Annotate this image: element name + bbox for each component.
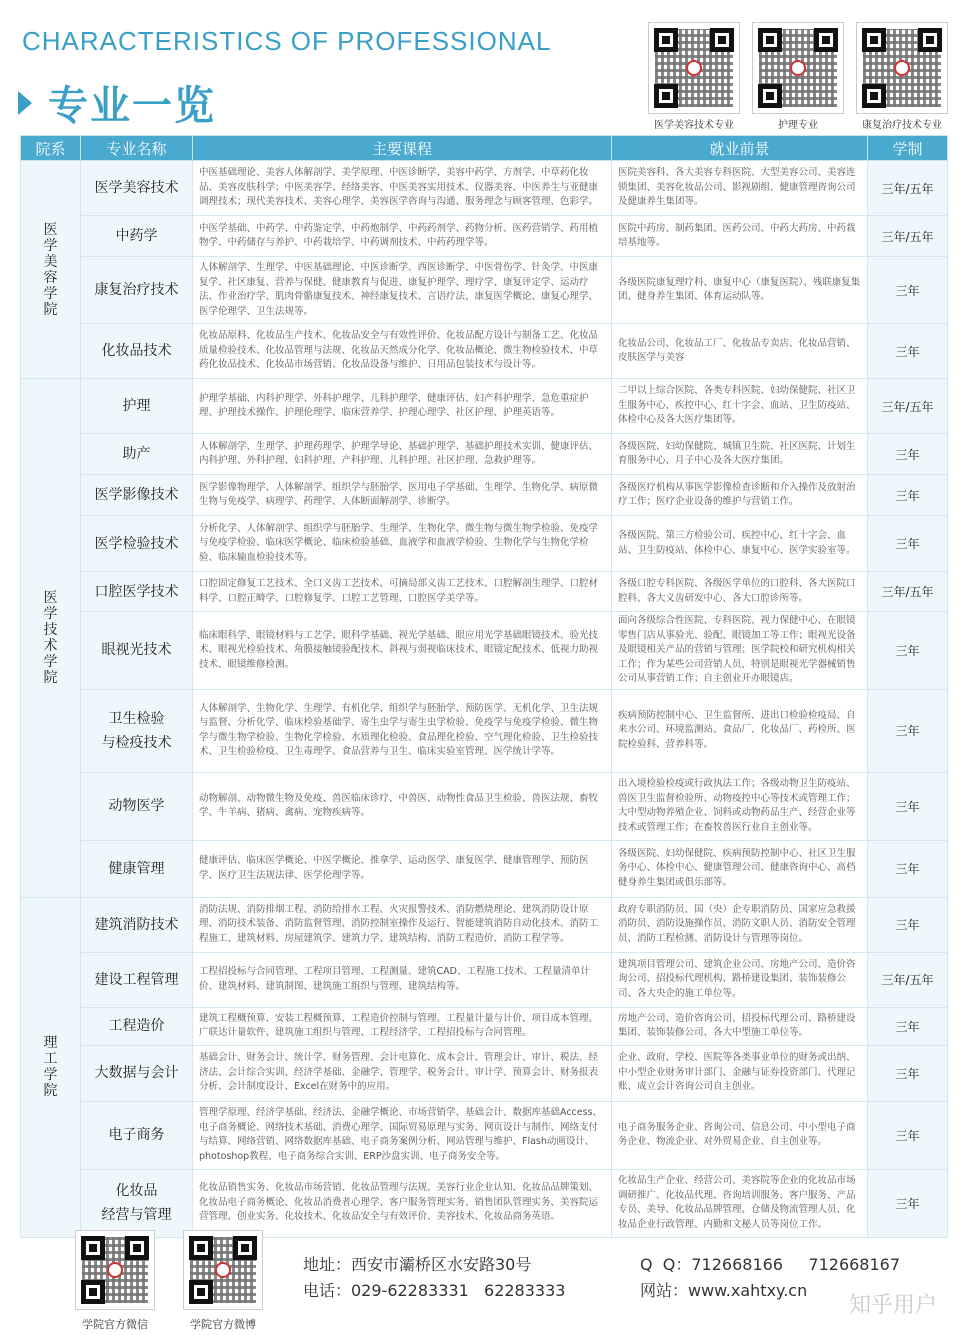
years-cell: 三年: [868, 475, 948, 516]
career-cell: 各级口腔专科医院、各级医学单位的口腔科、各大医院口腔科、各大义齿研发中心、各大口腔诊所等。: [612, 572, 868, 612]
years-cell: 三年/五年: [868, 161, 948, 216]
header-college: 院系: [21, 136, 81, 161]
courses-cell: 化妆品原料、化妆品生产技术、化妆品安全与有效性评价、化妆品配方设计与制备工艺、化妆品质量检验技术、化妆品管理与法规、化妆品天然成分化学、化妆品概论、微生物检验技术、中草药化妆品技术、化妆品市场营销、化妆品设备与维护、日用品包装技术与设计等。: [193, 324, 612, 379]
major-name: 助产: [81, 434, 193, 475]
table-row: [21, 475, 948, 516]
years-cell: 三年: [868, 897, 948, 952]
table-row: [21, 572, 948, 612]
header-major: 专业名称: [81, 136, 193, 161]
years-cell: 三年/五年: [868, 216, 948, 257]
career-cell: 政府专职消防员、国（央）企专职消防员、国家应急救援消防员、消防设施操作员、消防文职人员、消防安全管理员、消防工程检测、消防设计与管理等岗位。: [612, 897, 868, 952]
courses-cell: 护理学基础、内科护理学、外科护理学、儿科护理学、健康评估、妇产科护理学、急危重症护理、护理技术操作、护理伦理学、临床营养学、护理心理学、社区护理、护理英语等。: [193, 379, 612, 434]
courses-cell: 化妆品销售实务、化妆品市场营销、化妆品管理与法规、美容行业企业认知、化妆品品牌策划、化妆品电子商务概论、化妆品消费者心理学、客户服务管理实务、销售团队管理实务、美容院运营管理、创业实务、化妆技术、化妆品安全与有效评价、美容技术、化妆品商务英语。: [193, 1169, 612, 1237]
years-cell: 三年: [868, 689, 948, 772]
major-name: 化妆品技术: [81, 324, 193, 379]
courses-cell: 人体解剖学、生物化学、生理学、有机化学、组织学与胚胎学、预防医学、无机化学、卫生法规与监督、分析化学、临床检验基础学、寄生虫学与寄生虫学检验、免疫学与免疫学检验、微生物学与微生物学检验、生物化学检验、水质理化检验、食品理化检验、空气理化检验、卫生检验技术、卫生检验检疫、卫生毒理学、食品营养与卫生、临床实验室管理、医学统计学等。: [193, 689, 612, 772]
courses-cell: 中医学基础、中药学、中药鉴定学、中药炮制学、中药药剂学、药物分析、医药营销学、药用植物学、中药储存与养护、中药栽培学、中药调剂技术、中药药理学等。: [193, 216, 612, 257]
table-row: [21, 379, 948, 434]
qr-code-icon: [648, 22, 740, 114]
address-text: 地址：西安市灞桥区水安路30号: [303, 1255, 532, 1274]
major-name: 医学检验技术: [81, 516, 193, 572]
watermark: 知乎用户: [848, 1293, 937, 1318]
table-row: [21, 689, 948, 772]
career-cell: 建筑项目管理公司、建筑企业公司、房地产公司、造价咨询公司、招投标代理机构、路桥建设集团、装饰装修公司、各大央企的施工单位等。: [612, 952, 868, 1007]
table-row: [21, 1101, 948, 1169]
courses-cell: 管理学原理、经济学基础、经济法、金融学概论、市场营销学、基础会计、数据库基础Access、电子商务概论、网络技术基础、消费心理学、国际贸易原理与实务、网页设计与制作、网络支付与结算、网络营销、网络数据库基础、电子商务案例分析、网站管理与维护、Flash动画设计、photoshop教程、电子商务综合实训、ERP沙盘实训、电子商务安全等。: [193, 1101, 612, 1169]
years-cell: 三年/五年: [868, 952, 948, 1007]
major-name: [81, 689, 193, 772]
qr-caption: 护理专业: [778, 120, 818, 131]
years-cell: 三年: [868, 840, 948, 897]
table-row: [21, 1045, 948, 1101]
courses-cell: 医学影像物理学、人体解剖学、组织学与胚胎学、医用电子学基础、生理学、生物化学、病原微生物与免疫学、病理学、药理学、人体断面解剖学、诊断学。: [193, 475, 612, 516]
qr-weibo[interactable]: [180, 1230, 266, 1332]
major-name-line2: 与检疫技术: [101, 734, 172, 751]
career-cell: 医院中药房、制药集团、医药公司、中药大药房、中药栽培基地等。: [612, 216, 868, 257]
career-cell: 各级医院康复理疗科、康复中心（康复医院）、残联康复集团、健身养生集团、体育运动队等。: [612, 257, 868, 324]
courses-cell: 中医基础理论、美容人体解剖学、美学原理、中医诊断学、美容中药学、方剂学、中草药化妆品、美容皮肤科学；中医美容学、经络美容、中医美容实用技术、仪器美容、中医养生与亚健康调理技术；现代美容技术、美容心理学、美容医学咨询与沟通、服务理念与顾客管理、色彩学。: [193, 161, 612, 216]
courses-cell: 口腔固定修复工艺技术、全口义齿工艺技术、可摘局部义齿工艺技术、口腔解剖生理学、口腔材料学、口腔正畸学、口腔修复学、口腔工艺管理、口腔医学美学等。: [193, 572, 612, 612]
qr-nursing[interactable]: [752, 22, 844, 131]
career-cell: 化妆品生产企业、经营公司、美容院等企业的化妆品市场调研推广、化妆品代理、咨询培训服务、客户服务、产品专员、美导、化妆品品牌管理、仓储及物流管理人员、化妆品企业行政管理、内勤和文秘人员等岗位工作。: [612, 1169, 868, 1237]
footer: [0, 1222, 965, 1335]
qr-wechat-caption: 学院官方微信: [82, 1318, 148, 1331]
courses-cell: 工程招投标与合同管理、工程项目管理、工程测量、建筑CAD、工程施工技术、工程量清单计价、建筑材料、建筑制图、建筑施工组织与管理、建筑结构等。: [193, 952, 612, 1007]
college-name: 医学美容学院: [43, 221, 58, 318]
website-link[interactable]: 网站：www.xahtxy.cn: [640, 1281, 808, 1300]
career-cell: 房地产公司、造价咨询公司、招投标代理公司、路桥建设集团、装饰装修公司、各大中型施工单位等。: [612, 1007, 868, 1045]
major-name: 工程造价: [81, 1007, 193, 1045]
major-name: 中药学: [81, 216, 193, 257]
years-cell: 三年: [868, 516, 948, 572]
college-name: 医学技术学院: [43, 589, 58, 686]
courses-cell: 健康评估、临床医学概论、中医学概论、推拿学、运动医学、康复医学、健康管理学、预防医学、医疗卫生法规法律、医学伦理学等。: [193, 840, 612, 897]
courses-cell: 动物解剖、动物微生物及免疫、兽医临床诊疗、中兽医、动物性食品卫生检验、兽医法规、畜牧学、牛羊病、猪病、禽病、宠物疾病等。: [193, 772, 612, 840]
table-row: [21, 1007, 948, 1045]
major-name: 大数据与会计: [81, 1045, 193, 1101]
years-cell: 三年: [868, 772, 948, 840]
courses-cell: 建筑工程概预算、安装工程概预算、工程造价控制与管理、工程量计量与计价、项目成本管理、广联达计量软件、建筑施工组织与管理、工程经济学、工程招投标与合同管理。: [193, 1007, 612, 1045]
table-row: [21, 216, 948, 257]
college-name: 理工学院: [43, 1035, 58, 1099]
qr-code-icon: [183, 1230, 263, 1310]
table-row: [21, 612, 948, 690]
major-name: 康复治疗技术: [81, 257, 193, 324]
table-row: [21, 161, 948, 216]
years-cell: 三年: [868, 324, 948, 379]
years-cell: 三年: [868, 612, 948, 690]
major-name-line2: 经营与管理: [101, 1207, 172, 1223]
career-cell: 出入境检验检疫或行政执法工作；各级动物卫生防疫站、兽医卫生监督检验所、动物疫控中心等技术或管理工作；大中型动物养殖企业、饲料或动物药品生产、经营企业等技术或管理工作；在畜牧兽医行业自主创业等。: [612, 772, 868, 840]
major-name: 医学影像技术: [81, 475, 193, 516]
years-cell: 三年/五年: [868, 572, 948, 612]
table-row: [21, 840, 948, 897]
career-cell: 疾病预防控制中心、卫生监督所、进出口检验检疫局、自来水公司、环境监测站、食品厂、化妆品厂、药检所、医院检验科、营养科等。: [612, 689, 868, 772]
career-cell: 二甲以上综合医院、各类专科医院、妇幼保健院、社区卫生服务中心、疾控中心、红十字会、血站、卫生防疫站、体检中心及各大医疗集团等。: [612, 379, 868, 434]
english-title: CHARACTERISTICS OF PROFESSIONAL: [22, 26, 552, 56]
majors-table: [20, 135, 948, 1238]
major-name: 眼视光技术: [81, 612, 193, 690]
phone-text: 电话：029-62283331 62283333: [303, 1281, 566, 1300]
arrow-icon: [18, 91, 32, 115]
career-cell: 医院美容科、各大美容专科医院、大型美容公司、美容连锁集团、美容化妆品公司、影视剧组、健康管理咨询公司及健康养生集团等。: [612, 161, 868, 216]
qr-caption: 康复治疗技术专业: [862, 120, 942, 131]
career-cell: 企业、政府、学校、医院等各类事业单位的财务或出纳、中小型企业财务审计部门、金融与证券投资部门、代理记账、成立会计咨询公司自主创业。: [612, 1045, 868, 1101]
page-title: 专业一览: [48, 83, 216, 129]
college-cell: [21, 161, 81, 379]
table-row: [21, 434, 948, 475]
major-name: 动物医学: [81, 772, 193, 840]
career-cell: 各级医院、第三方检验公司、疾控中心、红十字会、血站、卫生防疫站、体检中心、康复中心、医学实验室等。: [612, 516, 868, 572]
career-cell: 电子商务服务企业、咨询公司、信息公司、中小型电子商务企业、物流企业、对外贸易企业、自主创业等。: [612, 1101, 868, 1169]
major-name: 医学美容技术: [81, 161, 193, 216]
qr-code-icon: [752, 22, 844, 114]
career-cell: 各级医院、妇幼保健院、疾病预防控制中心、社区卫生服务中心、体检中心、健康管理公司、健康咨询中心、高档健身养生集团或俱乐部等。: [612, 840, 868, 897]
qr-medical-beauty[interactable]: [648, 22, 740, 131]
major-name: 健康管理: [81, 840, 193, 897]
college-cell: [21, 897, 81, 1237]
header-career: 就业前景: [612, 136, 868, 161]
years-cell: 三年: [868, 1007, 948, 1045]
header-years: 学制: [868, 136, 948, 161]
major-name: 口腔医学技术: [81, 572, 193, 612]
qr-weibo-caption: 学院官方微博: [190, 1318, 256, 1331]
qr-caption: 医学美容技术专业: [654, 120, 734, 131]
table-row: [21, 897, 948, 952]
qr-rehab[interactable]: [856, 22, 948, 131]
table-row: [21, 257, 948, 324]
major-name: 电子商务: [81, 1101, 193, 1169]
qr-wechat[interactable]: [72, 1230, 158, 1332]
years-cell: 三年: [868, 1101, 948, 1169]
table-row: [21, 324, 948, 379]
table-row: [21, 952, 948, 1007]
career-cell: 化妆品公司、化妆品工厂、化妆品专卖店、化妆品营销、皮肤医学与美容: [612, 324, 868, 379]
years-cell: 三年: [868, 1169, 948, 1237]
courses-cell: 人体解剖学、生理学、中医基础理论、中医诊断学、西医诊断学、中医骨伤学、针灸学、中医康复学、社区康复、营养与保健、健康教育与促进、康复护理学、理疗学、康复评定学、运动疗法、作业治疗学、肌肉骨骼康复技术、神经康复技术、言语疗法、康复医学概论、康复心理学、医学伦理学、卫生法规等。: [193, 257, 612, 324]
qq-text: Q Q：712668166 712668167: [640, 1255, 901, 1274]
career-cell: 各级医疗机构从事医学影像检查诊断和介入操作及放射治疗工作；医疗企业设备的维护与营销工作。: [612, 475, 868, 516]
career-cell: 面向各级综合性医院、专科医院、视力保健中心、在眼镜零售门店从事验光、验配、眼镜加工等工作；眼视光设备及眼镜相关产品的营销与管理；医学院校和研究机构相关工作；作为某些公司营销人员，特别是眼视光学器械销售公司从事营销工作；自主创业开办眼镜店。: [612, 612, 868, 690]
major-name-line1: 卫生检验: [108, 710, 165, 727]
college-cell: [21, 379, 81, 898]
years-cell: 三年: [868, 257, 948, 324]
years-cell: 三年: [868, 434, 948, 475]
courses-cell: 人体解剖学、生理学、护理药理学、护理学导论、基础护理学、基础护理技术实训、健康评估、内科护理、外科护理、妇科护理、产科护理、儿科护理、社区护理、急救护理等。: [193, 434, 612, 475]
years-cell: 三年: [868, 1045, 948, 1101]
courses-cell: 消防法规、消防排烟工程、消防给排水工程、火灾报警技术、消防燃烧理论、建筑消防设计原理、消防技术装备、消防监督管理、消防控制室操作及运行、智能建筑消防自动化技术、消防工程施工、建筑材料、房屋建筑学、建筑力学、建筑结构、消防工程造价、消防工程学等。: [193, 897, 612, 952]
table-row: [21, 516, 948, 572]
table-row: [21, 772, 948, 840]
years-cell: 三年/五年: [868, 379, 948, 434]
courses-cell: 分析化学、人体解剖学、组织学与胚胎学、生理学、生物化学、微生物与微生物学检验、免疫学与免疫学检验、临床医学概论、临床检验基础、血液学和血液学检验、生物化学与生物化学检验、临床输血检验技术等。: [193, 516, 612, 572]
qr-code-icon: [856, 22, 948, 114]
chinese-title-block: [18, 74, 216, 131]
major-name: 护理: [81, 379, 193, 434]
address-block: [303, 1252, 565, 1304]
courses-cell: 基础会计、财务会计、统计学、财务管理、会计电算化、成本会计、管理会计、审计、税法、经济法、会计综合实训、经济学基础、金融学、管理学、税务会计、审计学、预算会计、财务报表分析、会计制度设计、Excel在财务中的应用。: [193, 1045, 612, 1101]
courses-cell: 临床眼科学、眼镜材料与工艺学、眼科学基础、视光学基础、眼应用光学基础眼镜技术、验光技术、眼视光检验技术、角膜接触镜验配技术、斜视与弱视临床技术、眼镜定配技术、低视力助视技术、眼镜维修检测。: [193, 612, 612, 690]
major-name-line1: 化妆品: [115, 1183, 158, 1199]
table-header-row: [21, 136, 948, 161]
qr-code-icon: [75, 1230, 155, 1310]
major-name: 建设工程管理: [81, 952, 193, 1007]
career-cell: 各级医院、妇幼保健院、城镇卫生院、社区医院、计划生育服务中心、月子中心及各大医疗集团。: [612, 434, 868, 475]
major-name: 建筑消防技术: [81, 897, 193, 952]
header-courses: 主要课程: [193, 136, 612, 161]
